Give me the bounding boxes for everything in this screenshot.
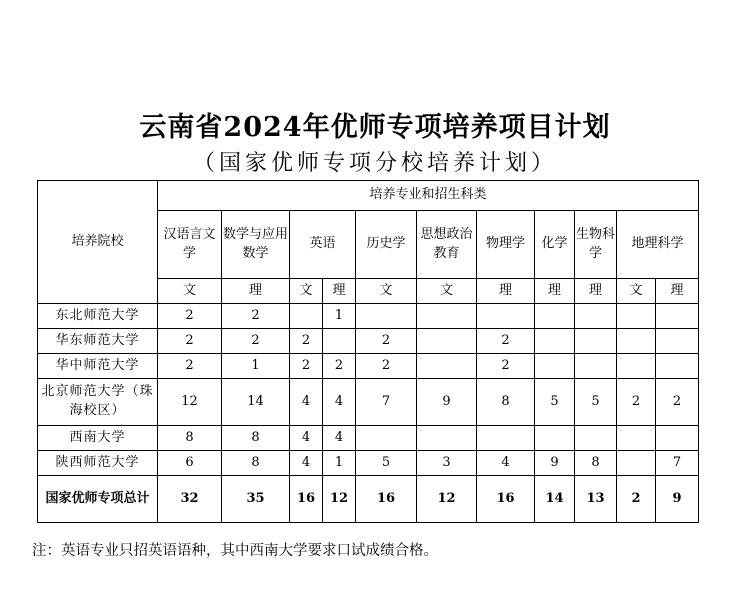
header-major: 生物科学: [575, 211, 617, 279]
quota-cell: 14: [535, 476, 575, 523]
header-major: 历史学: [356, 211, 417, 279]
school-name: 华中师范大学: [38, 354, 158, 379]
quota-cell: 1: [222, 354, 290, 379]
quota-cell: [617, 329, 656, 354]
quota-cell: 14: [222, 379, 290, 426]
quota-cell: 2: [158, 329, 222, 354]
quota-cell: [417, 329, 477, 354]
school-name: 华东师范大学: [38, 329, 158, 354]
quota-cell: [656, 426, 699, 451]
header-type: 理: [656, 279, 699, 304]
header-major: 思想政治教育: [417, 211, 477, 279]
quota-cell: 2: [290, 354, 323, 379]
header-type: 文: [417, 279, 477, 304]
quota-cell: [356, 426, 417, 451]
quota-cell: 8: [222, 426, 290, 451]
quota-cell: [617, 451, 656, 476]
header-major: 汉语言文学: [158, 211, 222, 279]
quota-cell: 4: [323, 426, 356, 451]
school-name: 北京师范大学（珠海校区）: [38, 379, 158, 426]
quota-cell: [617, 426, 656, 451]
quota-cell: 12: [417, 476, 477, 523]
quota-cell: [323, 329, 356, 354]
quota-cell: [575, 329, 617, 354]
table-row: [38, 304, 699, 329]
quota-cell: 5: [356, 451, 417, 476]
quota-cell: 2: [617, 379, 656, 426]
quota-cell: 2: [158, 354, 222, 379]
quota-cell: [535, 304, 575, 329]
header-type: 理: [323, 279, 356, 304]
quota-cell: 35: [222, 476, 290, 523]
table-row: [38, 426, 699, 451]
quota-cell: [417, 304, 477, 329]
school-name: 陕西师范大学: [38, 451, 158, 476]
quota-cell: 8: [158, 426, 222, 451]
quota-cell: [656, 304, 699, 329]
quota-cell: [290, 304, 323, 329]
quota-cell: 12: [323, 476, 356, 523]
header-type: 理: [477, 279, 535, 304]
header-school: 培养院校: [38, 181, 158, 304]
quota-cell: 8: [575, 451, 617, 476]
table-row: [38, 329, 699, 354]
quota-cell: 12: [158, 379, 222, 426]
document-title: 云南省2024年优师专项培养项目计划: [139, 112, 611, 143]
header-group: 培养专业和招生科类: [158, 181, 699, 211]
quota-cell: 9: [417, 379, 477, 426]
quota-cell: [477, 304, 535, 329]
quota-cell: 9: [535, 451, 575, 476]
header-type: 文: [617, 279, 656, 304]
header-type: 理: [222, 279, 290, 304]
quota-cell: [617, 354, 656, 379]
quota-cell: 1: [323, 451, 356, 476]
quota-cell: 1: [323, 304, 356, 329]
header-type: 文: [158, 279, 222, 304]
header-type: 理: [535, 279, 575, 304]
quota-cell: 4: [290, 379, 323, 426]
quota-cell: 4: [323, 379, 356, 426]
quota-cell: 2: [290, 329, 323, 354]
header-major: 数学与应用数学: [222, 211, 290, 279]
quota-cell: 32: [158, 476, 222, 523]
quota-cell: 8: [222, 451, 290, 476]
quota-cell: 2: [656, 379, 699, 426]
quota-cell: [617, 304, 656, 329]
quota-cell: 13: [575, 476, 617, 523]
quota-cell: [535, 426, 575, 451]
header-major: 英语: [290, 211, 356, 279]
quota-cell: [575, 304, 617, 329]
header-type: 文: [356, 279, 417, 304]
quota-cell: 7: [356, 379, 417, 426]
footnote: 注：英语专业只招英语语种，其中西南大学要求口试成绩合格。: [32, 543, 438, 559]
table-row: [38, 451, 699, 476]
quota-cell: 8: [477, 379, 535, 426]
quota-cell: 4: [290, 451, 323, 476]
quota-cell: 16: [290, 476, 323, 523]
quota-cell: [656, 354, 699, 379]
quota-cell: 2: [158, 304, 222, 329]
quota-cell: 2: [477, 354, 535, 379]
header-major: 物理学: [477, 211, 535, 279]
quota-cell: 2: [356, 354, 417, 379]
header-type: 文: [290, 279, 323, 304]
quota-cell: 2: [222, 304, 290, 329]
quota-cell: 2: [477, 329, 535, 354]
document-subtitle: （国家优师专项分校培养计划）: [192, 151, 557, 176]
quota-cell: [575, 354, 617, 379]
school-name: 东北师范大学: [38, 304, 158, 329]
quota-cell: 2: [356, 329, 417, 354]
quota-cell: 9: [656, 476, 699, 523]
quota-cell: [356, 304, 417, 329]
quota-cell: 7: [656, 451, 699, 476]
quota-cell: 16: [356, 476, 417, 523]
quota-cell: 2: [323, 354, 356, 379]
plan-table: [37, 180, 699, 523]
quota-cell: 5: [535, 379, 575, 426]
quota-cell: [417, 354, 477, 379]
quota-cell: [535, 329, 575, 354]
quota-cell: 2: [617, 476, 656, 523]
header-major: 化学: [535, 211, 575, 279]
quota-cell: 6: [158, 451, 222, 476]
quota-cell: 4: [477, 451, 535, 476]
school-name: 西南大学: [38, 426, 158, 451]
quota-cell: [535, 354, 575, 379]
header-type: 理: [575, 279, 617, 304]
table-row: [38, 379, 699, 426]
quota-cell: [477, 426, 535, 451]
table-row: [38, 354, 699, 379]
quota-cell: [656, 329, 699, 354]
total-row: [38, 476, 699, 523]
header-major: 地理科学: [617, 211, 699, 279]
quota-cell: 3: [417, 451, 477, 476]
quota-cell: 16: [477, 476, 535, 523]
quota-cell: 5: [575, 379, 617, 426]
quota-cell: 4: [290, 426, 323, 451]
total-label: 国家优师专项总计: [38, 476, 158, 523]
quota-cell: [417, 426, 477, 451]
quota-cell: 2: [222, 329, 290, 354]
quota-cell: [575, 426, 617, 451]
